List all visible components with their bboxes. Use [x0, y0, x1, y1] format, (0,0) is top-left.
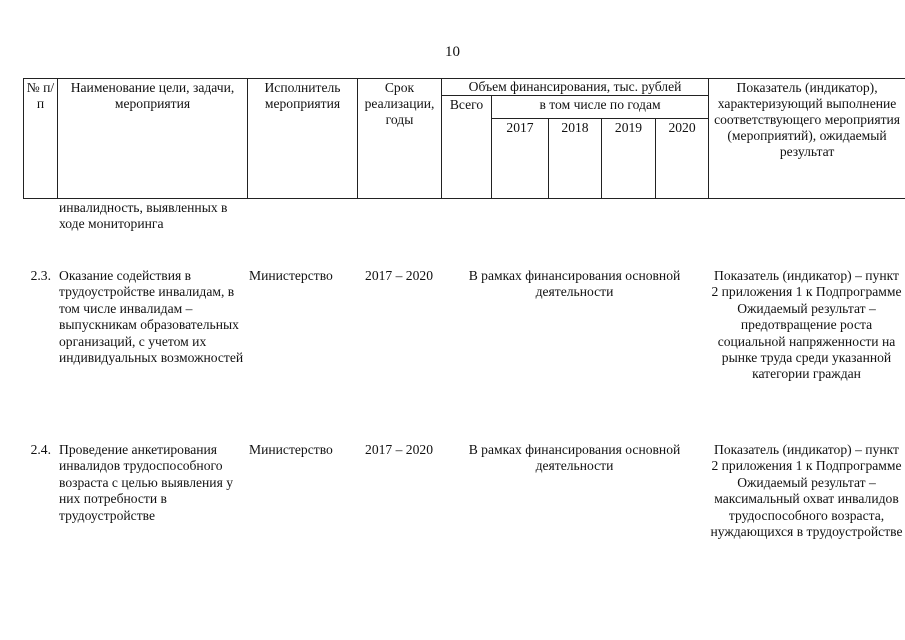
row-executor	[247, 200, 357, 268]
row-num	[23, 200, 57, 268]
row-name: Проведение анкетирования инвалидов трудоспособного возраста с целью выявления у них потребности в трудоустройстве	[59, 442, 234, 523]
row-term	[357, 200, 441, 268]
header-year-2017: 2017	[492, 119, 549, 199]
row-funding: В рамках финансирования основной деятельности	[468, 442, 681, 474]
row-result	[708, 200, 905, 268]
row-funding	[441, 200, 708, 268]
row-name: инвалидность, выявленных в ходе мониторинга	[59, 200, 228, 232]
row-result: Показатель (индикатор) – пункт 2 приложения 1 к Подпрограмме Ожидаемый результат – максимальный охват инвалидов трудоспособного возраста, нуждающихся в трудоустройстве	[710, 442, 903, 540]
row-executor: Министерство	[249, 268, 333, 283]
header-year-2018: 2018	[549, 119, 602, 199]
header-year-2019: 2019	[602, 119, 656, 199]
table-row	[23, 200, 905, 268]
row-term: 2017 – 2020	[365, 442, 433, 457]
header-executor: Исполнитель мероприятия	[248, 79, 358, 199]
header-total: Всего	[442, 96, 492, 199]
table-header	[23, 78, 905, 199]
table-row	[23, 268, 905, 442]
row-executor: Министерство	[249, 442, 333, 457]
header-num: № п/п	[24, 79, 58, 199]
row-num: 2.3.	[30, 268, 51, 283]
page-number: 10	[445, 44, 460, 60]
row-name: Оказание содействия в трудоустройстве инвалидам, в том числе инвалидам – выпускникам образовательных организаций, с учетом их индивидуальных возможностей	[59, 268, 244, 366]
header-term: Срок реализации, годы	[358, 79, 442, 199]
header-funding: Объем финансирования, тыс. рублей	[442, 79, 709, 96]
table-row	[23, 442, 905, 540]
row-funding: В рамках финансирования основной деятельности	[468, 268, 681, 300]
row-num: 2.4.	[30, 442, 51, 457]
header-by-years: в том числе по годам	[492, 96, 709, 119]
row-result: Показатель (индикатор) – пункт 2 приложения 1 к Подпрограмме Ожидаемый результат – предотвращение роста социальной напряженности на рынке труда среди указанной категории граждан	[711, 268, 902, 382]
table-body	[23, 200, 905, 540]
header-name: Наименование цели, задачи, мероприятия	[58, 79, 248, 199]
header-indicator: Показатель (индикатор), характеризующий выполнение соответствующего мероприятия (мероприятий), ожидаемый результат	[709, 79, 905, 199]
header-year-2020: 2020	[656, 119, 709, 199]
row-term: 2017 – 2020	[365, 268, 433, 283]
